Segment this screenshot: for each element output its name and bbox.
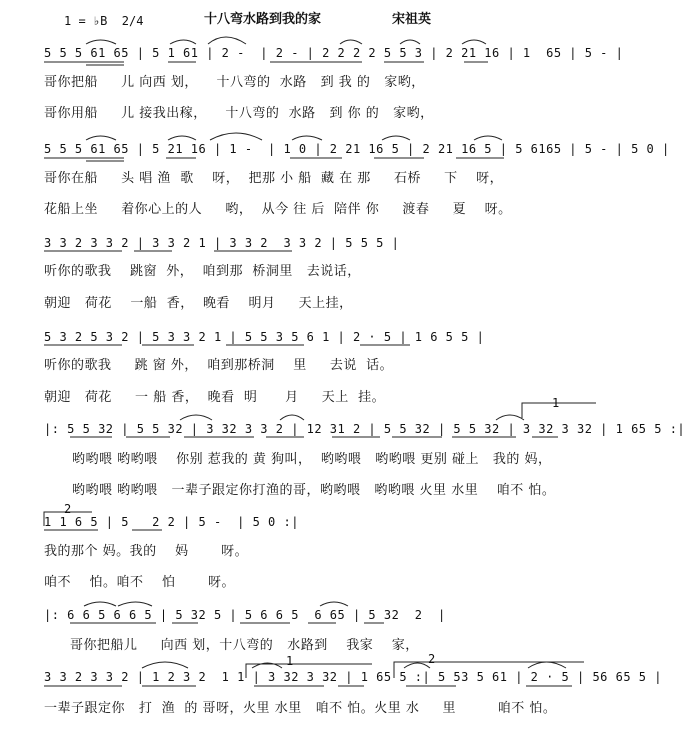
- lyric-row: 哥你把船 儿 向西 划， 十八弯的 水路 到 我 的 家哟，: [44, 75, 425, 90]
- slur: [320, 602, 348, 606]
- lyric-row: 哥你用船 儿 接我出稼， 十八弯的 水路 到 你 的 家哟，: [44, 106, 434, 121]
- slur: [382, 136, 410, 140]
- lyric-row: 哥你在船 头 唱 渔 歌 呀， 把那 小 船 藏 在 那 石桥 下 呀，: [44, 171, 504, 186]
- slur: [404, 663, 430, 668]
- notation-row: 5 5 5 61 65 | 5 21 16 | 1 - | 1 0 | 2 21 16 5 | 2 21 16 5 | 5 6165 | 5 - | 5 0 |: [44, 142, 670, 156]
- volta-number: 2: [64, 502, 72, 516]
- volta-number: 1: [286, 654, 294, 668]
- lyric-row: 我的那个 妈。我的 妈 呀。: [44, 544, 249, 559]
- lyric-row: 哟哟喂 哟哟喂 你别 惹我的 黄 狗叫， 哟哟喂 哟哟喂 更别 碰上 我的 妈，: [72, 452, 552, 467]
- lyric-row: 听你的歌我 跳窗 外， 咱到那 桥洞里 去说话，: [44, 264, 361, 279]
- slur: [210, 133, 262, 140]
- slur: [462, 40, 486, 44]
- notation-row: |: 5 5 32 | 5 5 32 | 3 32 3 3 2 | 12 31 2 | 5 5 32 | 5 5 32 | 3 32 3 32 | 1 65 5 :|: [44, 422, 685, 436]
- slur: [400, 40, 420, 44]
- slur: [474, 136, 502, 140]
- slur: [84, 602, 116, 606]
- notation-row: |: 6 6 5 6 6 5 | 5 32 5 | 5 6 6 5 6 65 | 5 32 2 |: [44, 608, 446, 622]
- lyric-row: 朝迎 荷花 一 船 香， 晚看 明 月 天上 挂。: [44, 390, 386, 405]
- notation-row: 3 3 2 3 3 2 | 3 3 2 1 | 3 3 2 3 3 2 | 5 5 5 |: [44, 236, 400, 250]
- notation-row: 5 5 5 61 65 | 5 1 61 | 2 - | 2 - | 2 2 2 2 5 5 3 | 2 21 16 | 1 65 | 5 - |: [44, 46, 624, 60]
- volta-number: 1: [552, 396, 560, 410]
- slur: [168, 136, 196, 140]
- slur: [528, 662, 566, 668]
- slur: [180, 415, 212, 420]
- slur: [86, 136, 116, 140]
- song-title: 十八弯水路到我的家: [204, 12, 322, 27]
- slur: [340, 40, 362, 44]
- notation-row: 5 3 2 5 3 2 | 5 3 3 2 1 | 5 5 3 5 6 1 | 2 · 5 | 1 6 5 5 |: [44, 330, 485, 344]
- lyric-row: 花船上坐 着你心上的人 哟， 从今 往 后 陪伴 你 渡春 夏 呀。: [44, 202, 512, 217]
- key-signature: 1 = ♭B 2/4: [64, 14, 144, 28]
- lyric-row: 哟哟喂 哟哟喂 一辈子跟定你打渔的哥，哟哟喂 哟哟喂 火里 水里 咱不 怕。: [72, 483, 556, 498]
- slur: [142, 662, 188, 668]
- slur: [292, 136, 322, 140]
- lyric-row: 哥你把船儿 向西 划，十八弯的 水路到 我家 家，: [70, 638, 419, 653]
- lyric-row: 朝迎 荷花 一船 香， 晚看 明月 天上挂，: [44, 296, 353, 311]
- song-author: 宋祖英: [392, 12, 432, 27]
- slur: [86, 40, 116, 44]
- slur: [170, 40, 196, 44]
- slur: [280, 415, 304, 420]
- slur: [496, 415, 524, 420]
- volta-number: 2: [428, 652, 436, 666]
- notation-row: 1 1 6 5 | 5 2 2 | 5 - | 5 0 :|: [44, 515, 299, 529]
- lyric-row: 听你的歌我 跳 窗 外， 咱到那桥洞 里 去说 话。: [44, 358, 394, 373]
- slur: [208, 37, 246, 44]
- notation-row: 3 3 2 3 3 2 | 1 2 3 2 1 1 | 3 32 3 32 | 1 65 5 :| 5 53 5 61 | 2 · 5 | 56 65 5 |: [44, 670, 662, 684]
- slur: [118, 602, 152, 606]
- lyric-row: 一辈子跟定你 打 渔 的 哥呀，火里 水里 咱不 怕。火里 水 里 咱不 怕。: [44, 701, 557, 716]
- lyric-row: 咱不 怕。咱不 怕 呀。: [44, 575, 235, 590]
